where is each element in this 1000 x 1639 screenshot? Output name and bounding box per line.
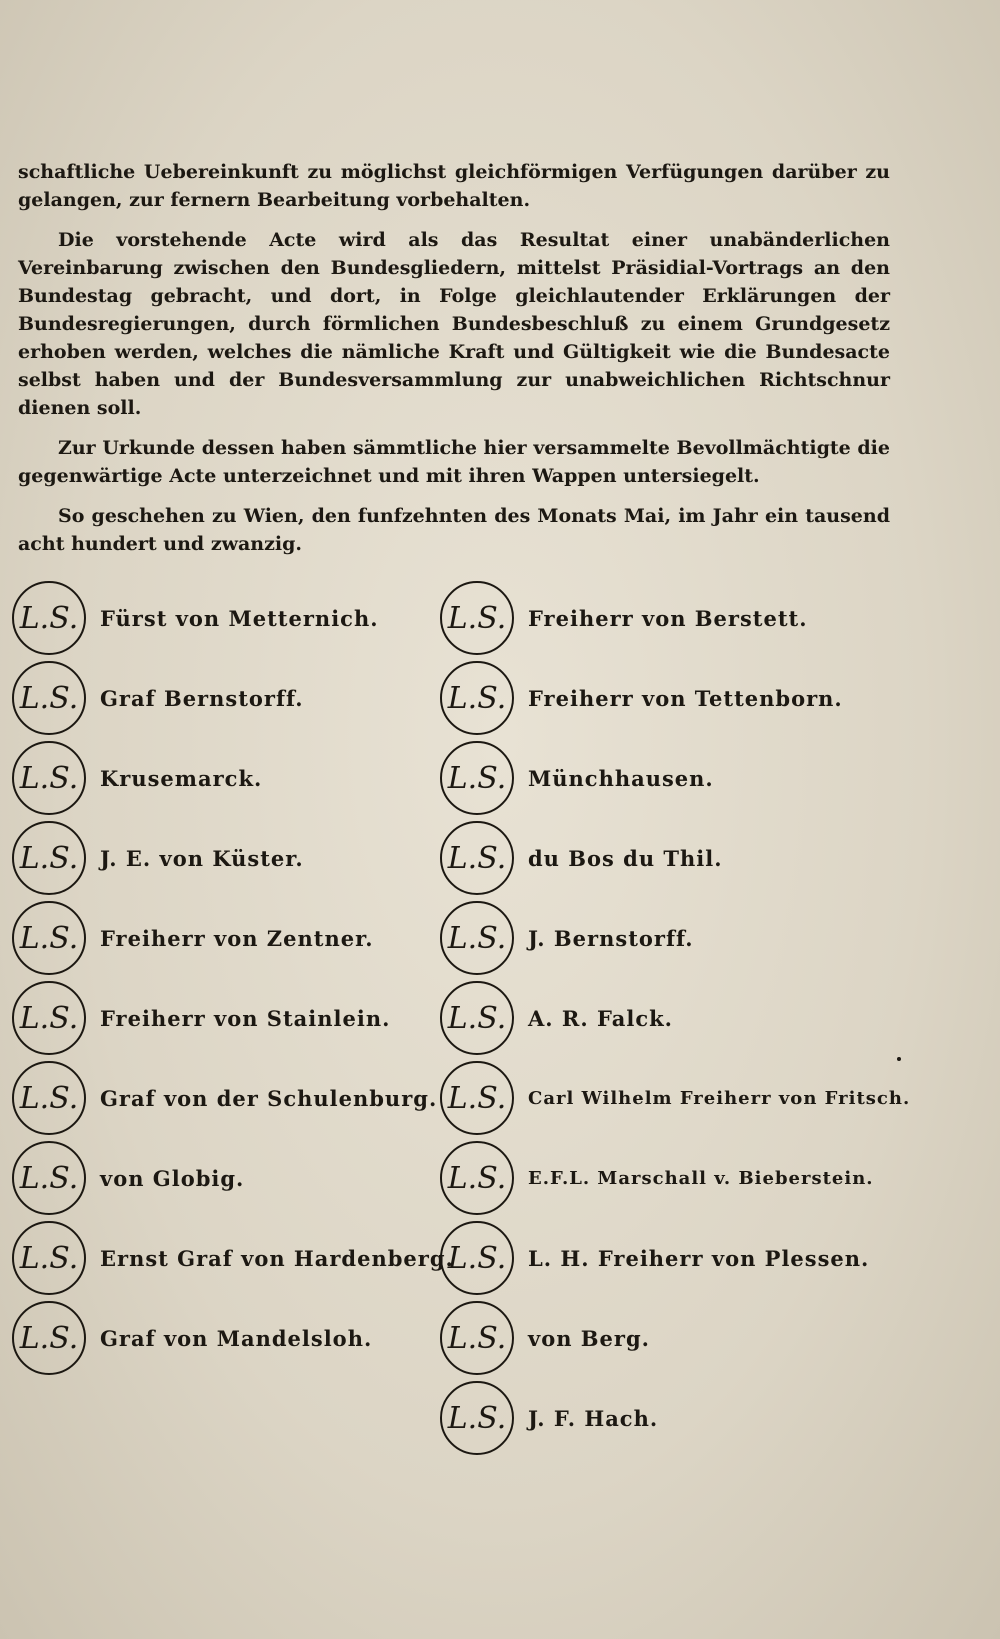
signature (12, 1218, 452, 1298)
seal: L.S. (12, 741, 86, 815)
seal: L.S. (440, 581, 514, 655)
signatory-name: Freiherr von Stainlein. (100, 1005, 391, 1031)
signatory-name: L. H. Freiherr von Plessen. (528, 1245, 870, 1271)
signatory-name: J. E. von Küster. (100, 845, 304, 871)
seal: L.S. (12, 981, 86, 1055)
signatory-name: Graf von Mandelsloh. (100, 1325, 373, 1351)
signatory-name: von Berg. (528, 1325, 650, 1351)
signature (440, 898, 880, 978)
signature (12, 578, 452, 658)
paragraph: Die vorstehende Acte wird als das Resultat einer unabänderlichen Vereinbarung zwischen den Bundesgliedern, mittelst Präsidial-Vortrags an den Bundestag gebracht, und dort, in Folge gleichlautender Erklärungen der Bundesregierungen, durch förmlichen Bundesbeschluß zu einem Grundgesetz erhoben werden, welches die nämliche Kraft und Gültigkeit wie die Bundesacte selbst haben und der Bundesversammlung zur unabweichlichen Richtschnur dienen soll. (18, 229, 890, 419)
body-text (18, 158, 890, 570)
signatory-name: Ernst Graf von Hardenberg. (100, 1245, 454, 1271)
seal: L.S. (440, 1301, 514, 1375)
seal: L.S. (440, 661, 514, 735)
seal: L.S. (12, 901, 86, 975)
signature (12, 738, 452, 818)
signatory-name: Freiherr von Berstett. (528, 605, 808, 631)
signature (440, 1138, 880, 1218)
signature (440, 658, 880, 738)
signature (12, 658, 452, 738)
seal: L.S. (440, 741, 514, 815)
signatures-left-column (12, 578, 452, 1378)
seal: L.S. (440, 901, 514, 975)
paragraph: schaftliche Uebereinkunft zu möglichst gleichförmigen Verfügungen darüber zu gelangen, zur fernern Bearbeitung vorbehalten. (18, 161, 890, 211)
signatory-name: Freiherr von Zentner. (100, 925, 374, 951)
signature (440, 818, 880, 898)
ink-dot (897, 1057, 901, 1061)
signatory-name: Freiherr von Tettenborn. (528, 685, 843, 711)
paragraph: So geschehen zu Wien, den funfzehnten des Monats Mai, im Jahr ein tausend acht hundert und zwanzig. (18, 505, 890, 555)
signatory-name: E.F.L. Marschall v. Bieberstein. (528, 1167, 874, 1189)
signature (12, 978, 452, 1058)
signature (440, 978, 880, 1058)
seal: L.S. (440, 821, 514, 895)
signature (440, 738, 880, 818)
signature (12, 1298, 452, 1378)
signature (440, 1298, 880, 1378)
seal: L.S. (440, 1141, 514, 1215)
paragraph: Zur Urkunde dessen haben sämmtliche hier versammelte Bevollmächtigte die gegenwärtige Acte unterzeichnet und mit ihren Wappen untersiegelt. (18, 437, 890, 487)
signature (440, 1378, 880, 1458)
seal: L.S. (12, 1221, 86, 1295)
seal: L.S. (12, 661, 86, 735)
signature (12, 1138, 452, 1218)
signature (440, 1058, 911, 1138)
seal: L.S. (12, 1141, 86, 1215)
signatory-name: Krusemarck. (100, 765, 263, 791)
signatory-name: Graf von der Schulenburg. (100, 1085, 438, 1111)
seal: L.S. (440, 981, 514, 1055)
signature (440, 1218, 880, 1298)
seal: L.S. (440, 1381, 514, 1455)
seal: L.S. (12, 1061, 86, 1135)
seal: L.S. (440, 1061, 514, 1135)
signatory-name: J. Bernstorff. (528, 925, 694, 951)
signatory-name: A. R. Falck. (528, 1005, 673, 1031)
signatory-name: du Bos du Thil. (528, 845, 723, 871)
signatory-name: Fürst von Metternich. (100, 605, 379, 631)
signatory-name: von Globig. (100, 1165, 245, 1191)
signatory-name: J. F. Hach. (528, 1405, 659, 1431)
signatory-name: Münchhausen. (528, 765, 714, 791)
signature (440, 578, 880, 658)
seal: L.S. (440, 1221, 514, 1295)
seal: L.S. (12, 1301, 86, 1375)
signature (12, 1058, 452, 1138)
signatory-name: Carl Wilhelm Freiherr von Fritsch. (528, 1087, 911, 1109)
seal: L.S. (12, 581, 86, 655)
signature (12, 818, 452, 898)
signatures-right-column (440, 578, 911, 1458)
signatory-name: Graf Bernstorff. (100, 685, 304, 711)
signature (12, 898, 452, 978)
seal: L.S. (12, 821, 86, 895)
